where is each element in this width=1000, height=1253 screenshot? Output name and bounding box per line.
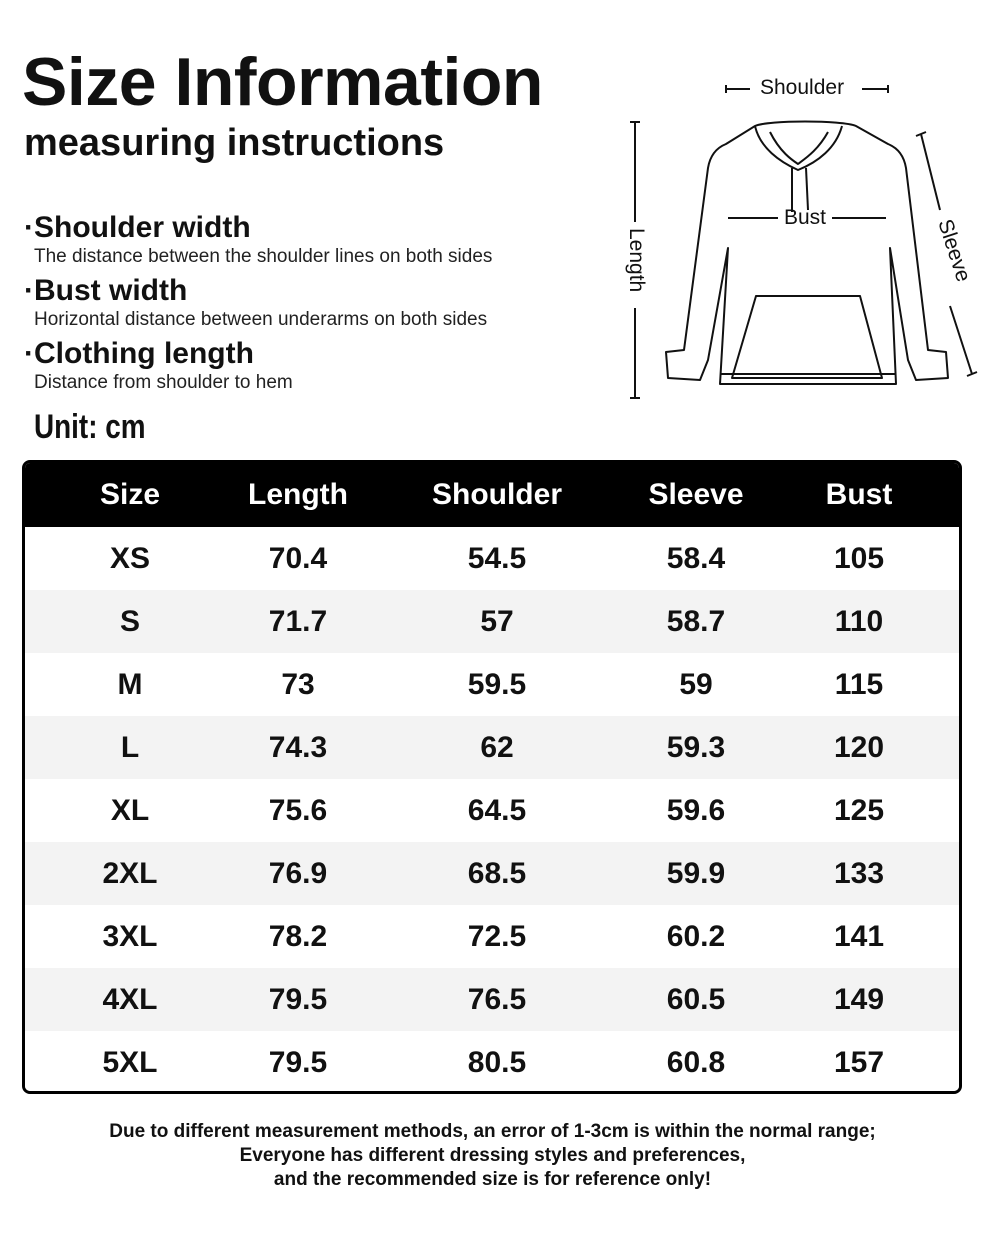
header-size: Size — [99, 478, 161, 511]
footnote-line: Due to different measurement methods, an error of 1-3cm is within the normal range; — [109, 1121, 876, 1142]
size-cell: 3XL — [102, 919, 158, 953]
bust-cell: 133 — [833, 856, 885, 890]
instruction-bust — [24, 276, 487, 329]
shoulder-cell: 80.5 — [467, 1045, 527, 1079]
bust-cell: 141 — [833, 919, 885, 953]
shoulder-cell: 76.5 — [467, 982, 527, 1016]
bust-cell: 105 — [833, 541, 885, 575]
instruction-length — [24, 339, 293, 392]
instruction-description: The distance between the shoulder lines on both sides — [34, 246, 493, 267]
instruction-description: Distance from shoulder to hem — [34, 372, 293, 393]
bust-cell: 157 — [833, 1045, 885, 1079]
sleeve-cell: 58.7 — [666, 604, 726, 638]
footnote-line: and the recommended size is for reference only! — [273, 1169, 712, 1190]
sleeve-cell: 59 — [679, 667, 713, 701]
sleeve-cell: 58.4 — [666, 541, 726, 575]
bust-cell: 125 — [833, 793, 885, 827]
unit-label: Unit: cm — [34, 408, 146, 446]
size-cell: L — [120, 730, 140, 764]
page-subtitle: measuring instructions — [24, 122, 445, 164]
shoulder-cell: 54.5 — [467, 541, 527, 575]
size-table — [22, 460, 962, 1094]
sleeve-cell: 60.5 — [666, 982, 726, 1016]
table-row — [25, 716, 959, 779]
size-cell: S — [119, 604, 140, 638]
sleeve-cell: 60.2 — [666, 919, 726, 953]
shoulder-cell: 59.5 — [467, 667, 527, 701]
table-body — [25, 527, 959, 1094]
table-row — [25, 905, 959, 968]
length-label: Length — [625, 228, 648, 293]
sleeve-cell: 59.6 — [666, 793, 726, 827]
size-cell: 5XL — [102, 1045, 158, 1079]
sleeve-cell: 60.8 — [666, 1045, 726, 1079]
table-row — [25, 590, 959, 653]
table-row — [25, 968, 959, 1031]
length-cell: 78.2 — [268, 919, 328, 953]
sleeve-cell: 59.9 — [666, 856, 726, 890]
bust-cell: 149 — [833, 982, 885, 1016]
table-row — [25, 653, 959, 716]
shoulder-label: Shoulder — [760, 76, 845, 99]
size-cell: 2XL — [102, 856, 158, 890]
table-row — [25, 842, 959, 905]
shoulder-cell: 68.5 — [467, 856, 527, 890]
length-cell: 76.9 — [268, 856, 328, 890]
footnote-line: Everyone has different dressing styles and preferences, — [239, 1145, 746, 1166]
table-row — [25, 779, 959, 842]
length-cell: 73 — [281, 667, 315, 701]
table-row — [25, 527, 959, 590]
shoulder-cell: 64.5 — [467, 793, 527, 827]
bust-cell: 110 — [834, 604, 884, 638]
length-cell: 71.7 — [268, 604, 328, 638]
instruction-heading: ·Clothing length — [24, 337, 254, 370]
header-sleeve: Sleeve — [648, 478, 744, 511]
sleeve-label: Sleeve — [933, 216, 975, 285]
length-cell: 75.6 — [268, 793, 328, 827]
bust-cell: 115 — [834, 667, 884, 701]
hoodie-diagram — [620, 60, 990, 410]
instruction-heading: ·Bust width — [24, 274, 188, 307]
sleeve-cell: 59.3 — [666, 730, 726, 764]
length-cell: 70.4 — [268, 541, 328, 575]
length-cell: 79.5 — [268, 982, 328, 1016]
shoulder-cell: 62 — [480, 730, 514, 764]
size-cell: XS — [109, 541, 151, 575]
length-cell: 79.5 — [268, 1045, 328, 1079]
instruction-description: Horizontal distance between underarms on both sides — [34, 309, 488, 330]
shoulder-cell: 57 — [480, 604, 514, 638]
size-cell: 4XL — [102, 982, 158, 1016]
instruction-shoulder — [24, 213, 492, 266]
table-header — [25, 463, 959, 527]
shoulder-cell: 72.5 — [467, 919, 527, 953]
footnote — [0, 1120, 985, 1192]
header-shoulder: Shoulder — [431, 478, 562, 511]
size-cell: XL — [110, 793, 150, 827]
table-row — [25, 1031, 959, 1094]
bust-label: Bust — [784, 206, 827, 229]
bust-cell: 120 — [833, 730, 885, 764]
page-title: Size Information — [22, 44, 543, 120]
length-cell: 74.3 — [268, 730, 328, 764]
header-bust: Bust — [825, 478, 893, 511]
size-cell: M — [117, 667, 143, 701]
header-length: Length — [248, 478, 348, 511]
instruction-heading: ·Shoulder width — [24, 211, 251, 244]
